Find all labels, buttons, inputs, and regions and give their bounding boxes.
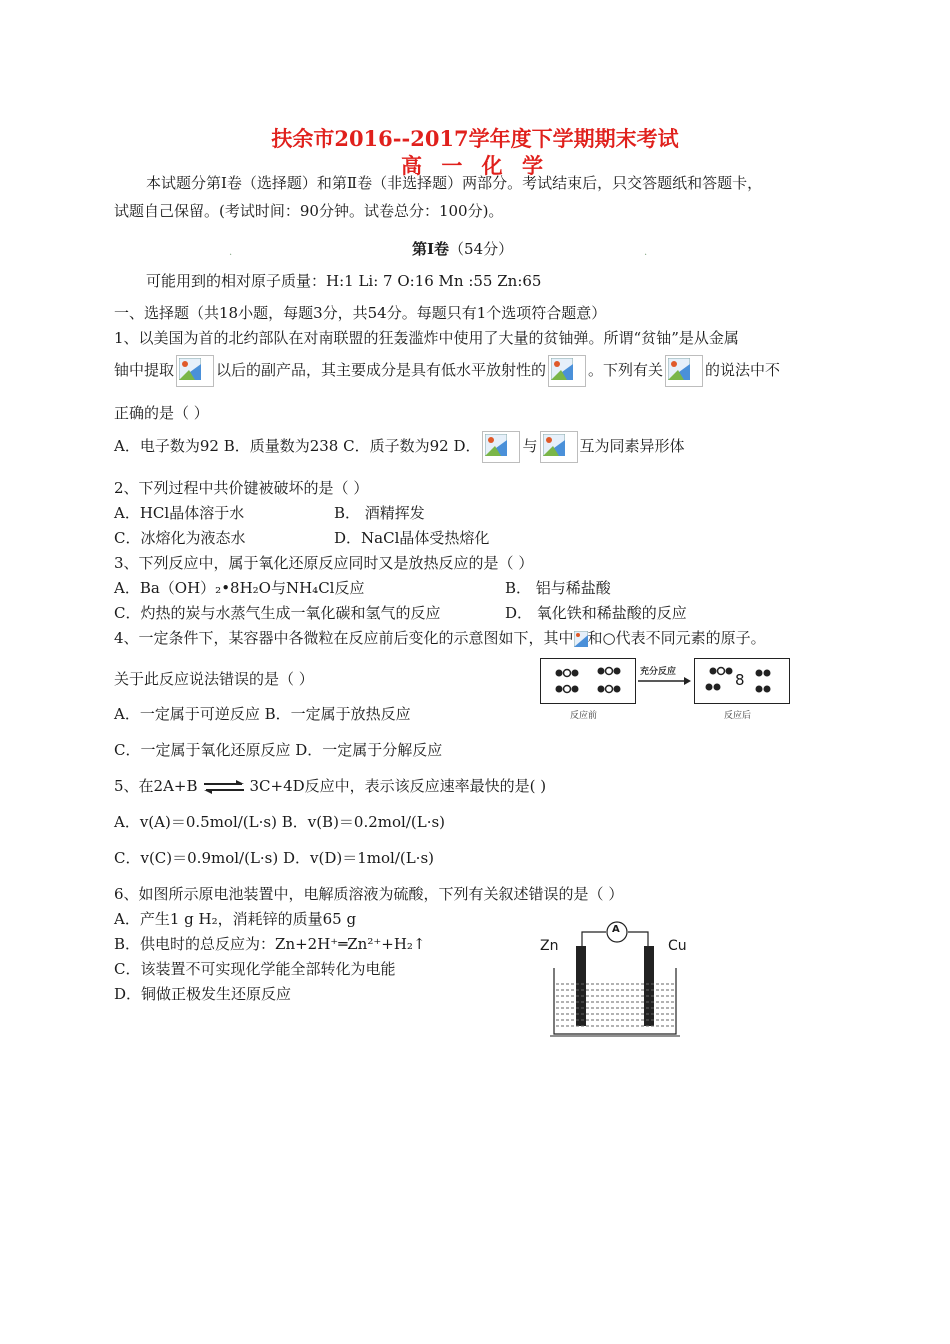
q1-options-abc: A．电子数为92 B．质量数为238 C．质子数为92 D． (114, 437, 481, 455)
q1-text-d: 的说法中不 (705, 361, 781, 379)
section-heading (412, 239, 513, 259)
q6-option-c: C．该装置不可实现化学能全部转化为电能 (114, 960, 396, 978)
missing-image-icon (665, 355, 703, 387)
exam-title: 扶余市2016--2017学年度下学期期末考试 (271, 126, 679, 151)
before-caption: 反应前 (570, 711, 598, 721)
q4-stem-b: 和○代表不同元素的原子。 (587, 629, 766, 647)
q2-option-b: B． 酒精挥发 (334, 504, 425, 522)
missing-image-icon (482, 431, 520, 463)
q3-option-d: D． 氧化铁和稀盐酸的反应 (505, 604, 687, 622)
q1-line-2 (114, 355, 780, 387)
q6-option-d: D．铜做正极发生还原反应 (114, 985, 292, 1003)
q6-option-a: A．产生1 g H₂，消耗锌的质量65 g (114, 910, 357, 928)
zn-label: Zn (540, 938, 559, 954)
q6-option-b: B．供电时的总反应为：Zn+2H⁺═Zn²⁺+H₂↑ (114, 935, 426, 953)
part1-heading: 一、选择题（共18小题，每题3分，共54分。每题只有1个选项符合题意） (114, 304, 607, 322)
q3-option-b: B． 铝与稀盐酸 (505, 579, 611, 597)
q1-text-a: 铀中提取 (114, 361, 175, 379)
cu-label: Cu (668, 938, 687, 954)
q4-options-ab: A．一定属于可逆反应 B．一定属于放热反应 (114, 705, 411, 723)
after-box (694, 658, 790, 704)
subject-title: 高 一 化 学 (401, 153, 549, 178)
missing-image-icon (176, 355, 214, 387)
q2-option-c: C．冰熔化为液态水 (114, 529, 246, 547)
q5-stem (114, 776, 546, 796)
galvanic-cell-diagram (532, 918, 702, 1040)
after-mark: 8 (735, 671, 745, 689)
section-label: 第Ⅰ卷 (412, 240, 450, 258)
intro-line-1: 本试题分第Ⅰ卷（选择题）和第Ⅱ卷（非选择题）两部分。考试结束后，只交答题纸和答题卡， (146, 174, 763, 192)
q1-text-b: 以后的副产品，其主要成分是具有低水平放射性的 (216, 361, 547, 379)
q4-line-2: 关于此反应说法错误的是（ ） (114, 670, 314, 688)
q3-stem: 3、下列反应中，属于氧化还原反应同时又是放热反应的是（ ） (114, 554, 534, 572)
q4-stem (114, 628, 766, 648)
stray-dot: . (229, 247, 233, 258)
ammeter-label: A (612, 924, 620, 935)
q2-stem: 2、下列过程中共价键被破坏的是（ ） (114, 479, 369, 497)
q1-line-3: 正确的是（ ） (114, 404, 209, 422)
before-box (540, 658, 636, 704)
q1-option-d-mid: 与 (522, 437, 538, 455)
q4-options-cd: C．一定属于氧化还原反应 D．一定属于分解反应 (114, 741, 443, 759)
atomic-masses: 可能用到的相对原子质量：H:1 Li: 7 O:16 Mn :55 Zn:65 (146, 272, 542, 290)
arrow-label: 充分反应 (640, 667, 677, 677)
before-molecules (541, 659, 635, 703)
intro-line-2: 试题自己保留。(考试时间：90分钟。试卷总分：100分)。 (114, 202, 504, 220)
after-caption: 反应后 (724, 711, 752, 721)
missing-image-icon (574, 631, 588, 647)
q5-stem-b: 3C+4D反应中，表示该反应速率最快的是( ) (249, 777, 547, 795)
q1-line-1: 1、以美国为首的北约部队在对南联盟的狂轰滥炸中使用了大量的贫铀弹。所谓“贫铀”是从金属 (114, 329, 739, 347)
q1-option-d-end: 互为同素异形体 (579, 437, 685, 455)
q5-stem-a: 5、在2A+B (114, 777, 198, 795)
q5-options-cd: C．v(C)＝0.9mol/(L·s) D．v(D)＝1mol/(L·s) (114, 849, 435, 867)
reaction-arrow-icon (636, 676, 692, 686)
q2-option-a: A．HCl晶体溶于水 (114, 504, 245, 522)
q2-option-d: D．NaCl晶体受热熔化 (334, 529, 490, 547)
q3-option-a: A．Ba（OH）₂•8H₂O与NH₄Cl反应 (114, 579, 365, 597)
equilibrium-arrow-icon (202, 780, 246, 794)
stray-dot: . (644, 247, 648, 258)
missing-image-icon (540, 431, 578, 463)
q1-options (114, 431, 685, 463)
cell-apparatus (532, 918, 702, 1040)
reaction-diagram (540, 656, 790, 720)
section-score: （54分） (449, 240, 514, 258)
q5-options-ab: A．v(A)＝0.5mol/(L·s) B．v(B)＝0.2mol/(L·s) (114, 813, 446, 831)
q6-stem: 6、如图所示原电池装置中，电解质溶液为硫酸，下列有关叙述错误的是（ ） (114, 885, 624, 903)
missing-image-icon (548, 355, 586, 387)
q1-text-c: 。下列有关 (588, 361, 664, 379)
q4-stem-a: 4、一定条件下，某容器中各微粒在反应前后变化的示意图如下，其中 (114, 629, 574, 647)
q3-option-c: C．灼热的炭与水蒸气生成一氧化碳和氢气的反应 (114, 604, 441, 622)
